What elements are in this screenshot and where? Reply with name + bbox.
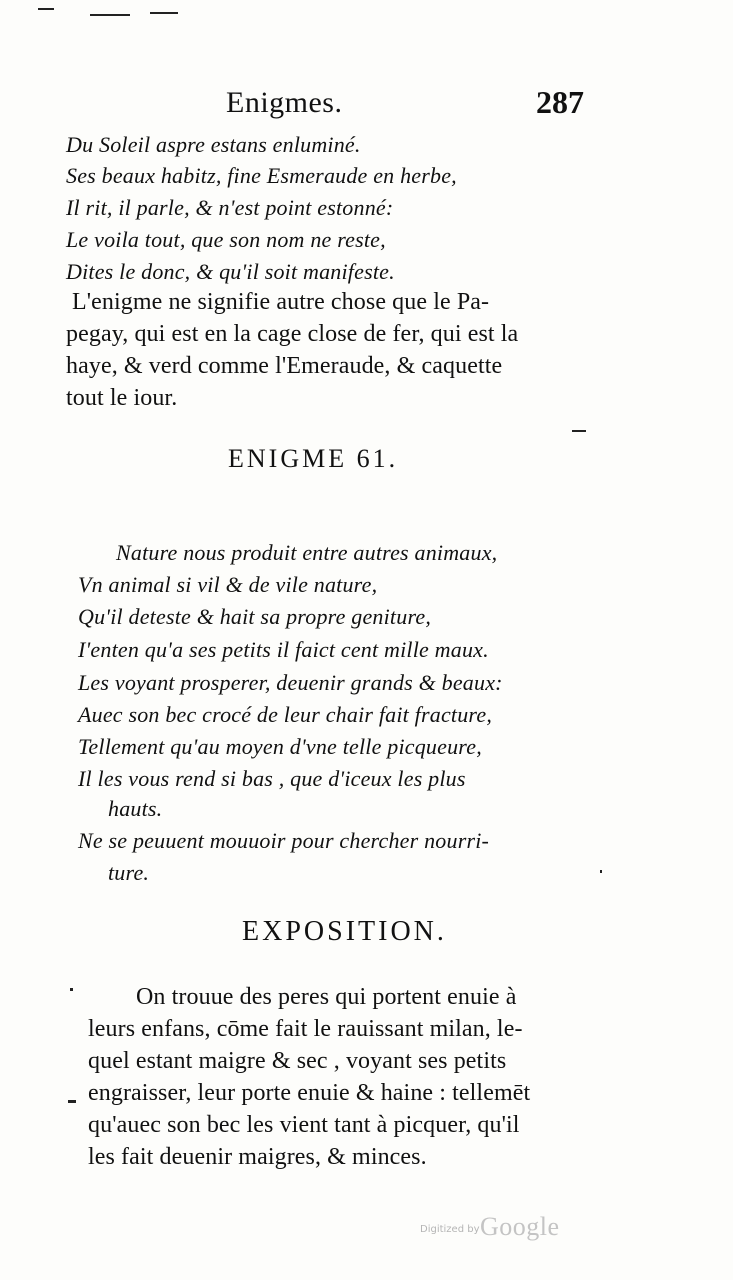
scan-mark xyxy=(70,988,73,991)
verse-line: Qu'il deteste & hait sa propre geniture, xyxy=(78,604,432,629)
verse-line: Dites le donc, & qu'il soit manifeste. xyxy=(66,259,395,284)
page-number: 287 xyxy=(536,84,584,120)
prose-line: engraisser, leur porte enuie & haine : tellemēt xyxy=(88,1080,531,1106)
prose-line: quel estant maigre & sec , voyant ses petits xyxy=(88,1048,507,1074)
scan-mark xyxy=(38,8,54,10)
scan-mark xyxy=(68,1100,76,1103)
prose-line: tout le iour. xyxy=(66,385,178,411)
digitized-watermark xyxy=(420,1212,590,1242)
verse-line: Du Soleil aspre estans enluminé. xyxy=(66,132,361,157)
verse-line: Le voila tout, que son nom ne reste, xyxy=(66,227,386,252)
enigme-heading: ENIGME 61. xyxy=(228,444,399,473)
verse-line: Ne se peuuent mouuoir pour chercher nourri- xyxy=(78,828,490,853)
running-title: Enigmes. xyxy=(226,86,343,119)
prose-line: haye, & verd comme l'Emeraude, & caquette xyxy=(66,353,503,379)
verse-line: Tellement qu'au moyen d'vne telle picqueure, xyxy=(78,734,482,759)
prose-line: leurs enfans, cōme fait le rauissant milan, le- xyxy=(88,1016,523,1042)
verse-line: hauts. xyxy=(108,796,163,821)
verse-line: Il les vous rend si bas , que d'iceux les plus xyxy=(78,766,466,791)
verse-line: Auec son bec crocé de leur chair fait fracture, xyxy=(78,702,493,727)
verse-line: Vn animal si vil & de vile nature, xyxy=(78,572,378,597)
prose-line: L'enigme ne signifie autre chose que le Pa- xyxy=(72,289,490,315)
verse-line: I'enten qu'a ses petits il faict cent mille maux. xyxy=(78,637,489,662)
verse-line: Il rit, il parle, & n'est point estonné: xyxy=(66,195,394,220)
page-header xyxy=(0,84,733,124)
exposition-heading: EXPOSITION. xyxy=(242,916,447,947)
prose-line: pegay, qui est en la cage close de fer, qui est la xyxy=(66,321,519,347)
google-logo: Google xyxy=(480,1212,560,1241)
scan-mark xyxy=(90,14,130,16)
verse-line: Nature nous produit entre autres animaux, xyxy=(116,540,498,565)
scan-mark xyxy=(572,430,586,432)
prose-line: les fait deuenir maigres, & minces. xyxy=(88,1144,427,1170)
prose-line: On trouue des peres qui portent enuie à xyxy=(136,984,517,1010)
verse-line: Les voyant prosperer, deuenir grands & beaux: xyxy=(78,670,503,695)
scan-mark xyxy=(150,12,178,14)
scan-mark xyxy=(600,870,602,873)
verse-line: ture. xyxy=(108,860,150,885)
watermark-caption: Digitized by xyxy=(420,1224,480,1235)
verse-line: Ses beaux habitz, fine Esmeraude en herbe, xyxy=(66,163,457,188)
prose-line: qu'auec son bec les vient tant à picquer, qu'il xyxy=(88,1112,520,1138)
